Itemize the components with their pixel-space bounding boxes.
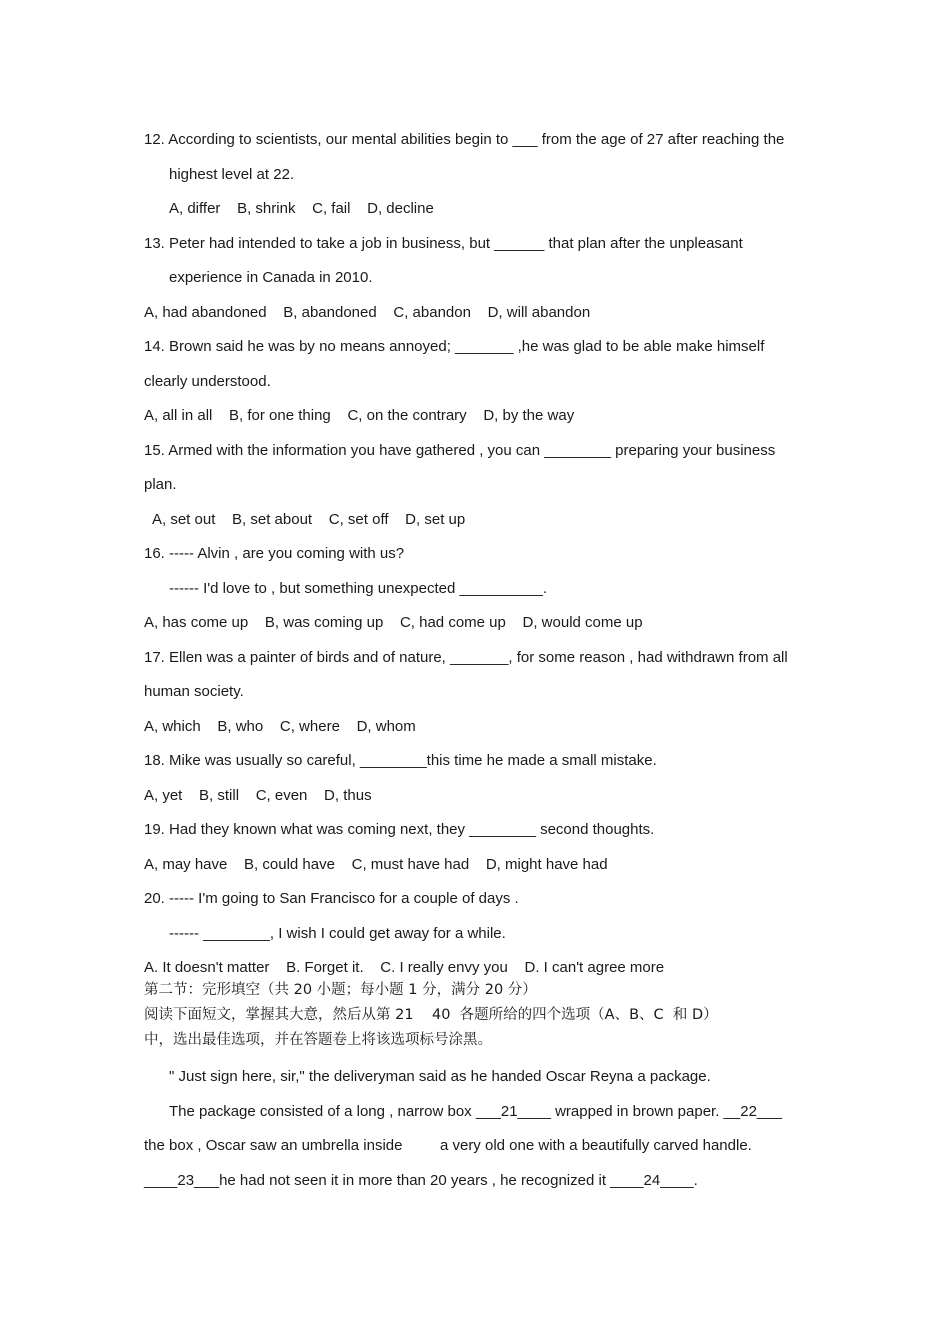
- question-13-text-continued: experience in Canada in 2010.: [169, 269, 373, 286]
- passage-line: " Just sign here, sir," the deliveryman said as he handed Oscar Reyna a package.: [169, 1068, 711, 1085]
- section-heading: 第二节：完形填空（共 20 小题；每小题 1 分，满分 20 分）: [144, 982, 537, 998]
- question-12-options: A, differ B, shrink C, fail D, decline: [169, 200, 434, 217]
- question-19-text: 19. Had they known what was coming next, they ________ second thoughts.: [144, 821, 655, 838]
- question-14-text-continued: clearly understood.: [144, 373, 271, 390]
- passage-line: the box , Oscar saw an umbrella inside a very old one with a beautifully carved handle.: [144, 1137, 752, 1154]
- section-instruction: 阅读下面短文，掌握其大意，然后从第 21 40 各题所给的四个选项（A、B、C 和 D）: [144, 1007, 718, 1023]
- question-19-options: A, may have B, could have C, must have had D, might have had: [144, 856, 608, 873]
- question-16-reply: ------ I'd love to , but something unexpected __________.: [169, 580, 548, 597]
- question-12-text: 12. According to scientists, our mental abilities begin to ___ from the age of 27 after reaching the: [144, 131, 785, 148]
- question-20-options: A. It doesn't matter B. Forget it. C. I really envy you D. I can't agree more: [144, 959, 665, 976]
- question-17-text: 17. Ellen was a painter of birds and of nature, _______, for some reason , had withdrawn from all: [144, 649, 788, 666]
- question-13-options: A, had abandoned B, abandoned C, abandon D, will abandon: [144, 304, 591, 321]
- passage-line: The package consisted of a long , narrow box ___21____ wrapped in brown paper. __22___: [169, 1103, 782, 1120]
- question-14-text: 14. Brown said he was by no means annoyed; _______ ,he was glad to be able make himself: [144, 338, 765, 355]
- question-14-options: A, all in all B, for one thing C, on the contrary D, by the way: [144, 407, 575, 424]
- question-15-options: A, set out B, set about C, set off D, set up: [152, 511, 466, 528]
- question-20-reply: ------ ________, I wish I could get away for a while.: [169, 925, 506, 942]
- question-15-text: 15. Armed with the information you have gathered , you can ________ preparing your business: [144, 442, 776, 459]
- question-20-text: 20. ----- I'm going to San Francisco for a couple of days .: [144, 890, 519, 907]
- question-15-text-continued: plan.: [144, 476, 177, 493]
- question-18-text: 18. Mike was usually so careful, ________this time he made a small mistake.: [144, 752, 657, 769]
- question-13-text: 13. Peter had intended to take a job in business, but ______ that plan after the unpleasant: [144, 235, 743, 252]
- question-18-options: A, yet B, still C, even D, thus: [144, 787, 372, 804]
- section-instruction-continued: 中，选出最佳选项，并在答题卷上将该选项标号涂黑。: [144, 1032, 492, 1048]
- question-16-options: A, has come up B, was coming up C, had come up D, would come up: [144, 614, 643, 631]
- question-17-text-continued: human society.: [144, 683, 244, 700]
- question-16-text: 16. ----- Alvin , are you coming with us?: [144, 545, 405, 562]
- passage-line: ____23___he had not seen it in more than 20 years , he recognized it ____24____.: [144, 1172, 698, 1189]
- question-17-options: A, which B, who C, where D, whom: [144, 718, 416, 735]
- question-12-text-continued: highest level at 22.: [169, 166, 295, 183]
